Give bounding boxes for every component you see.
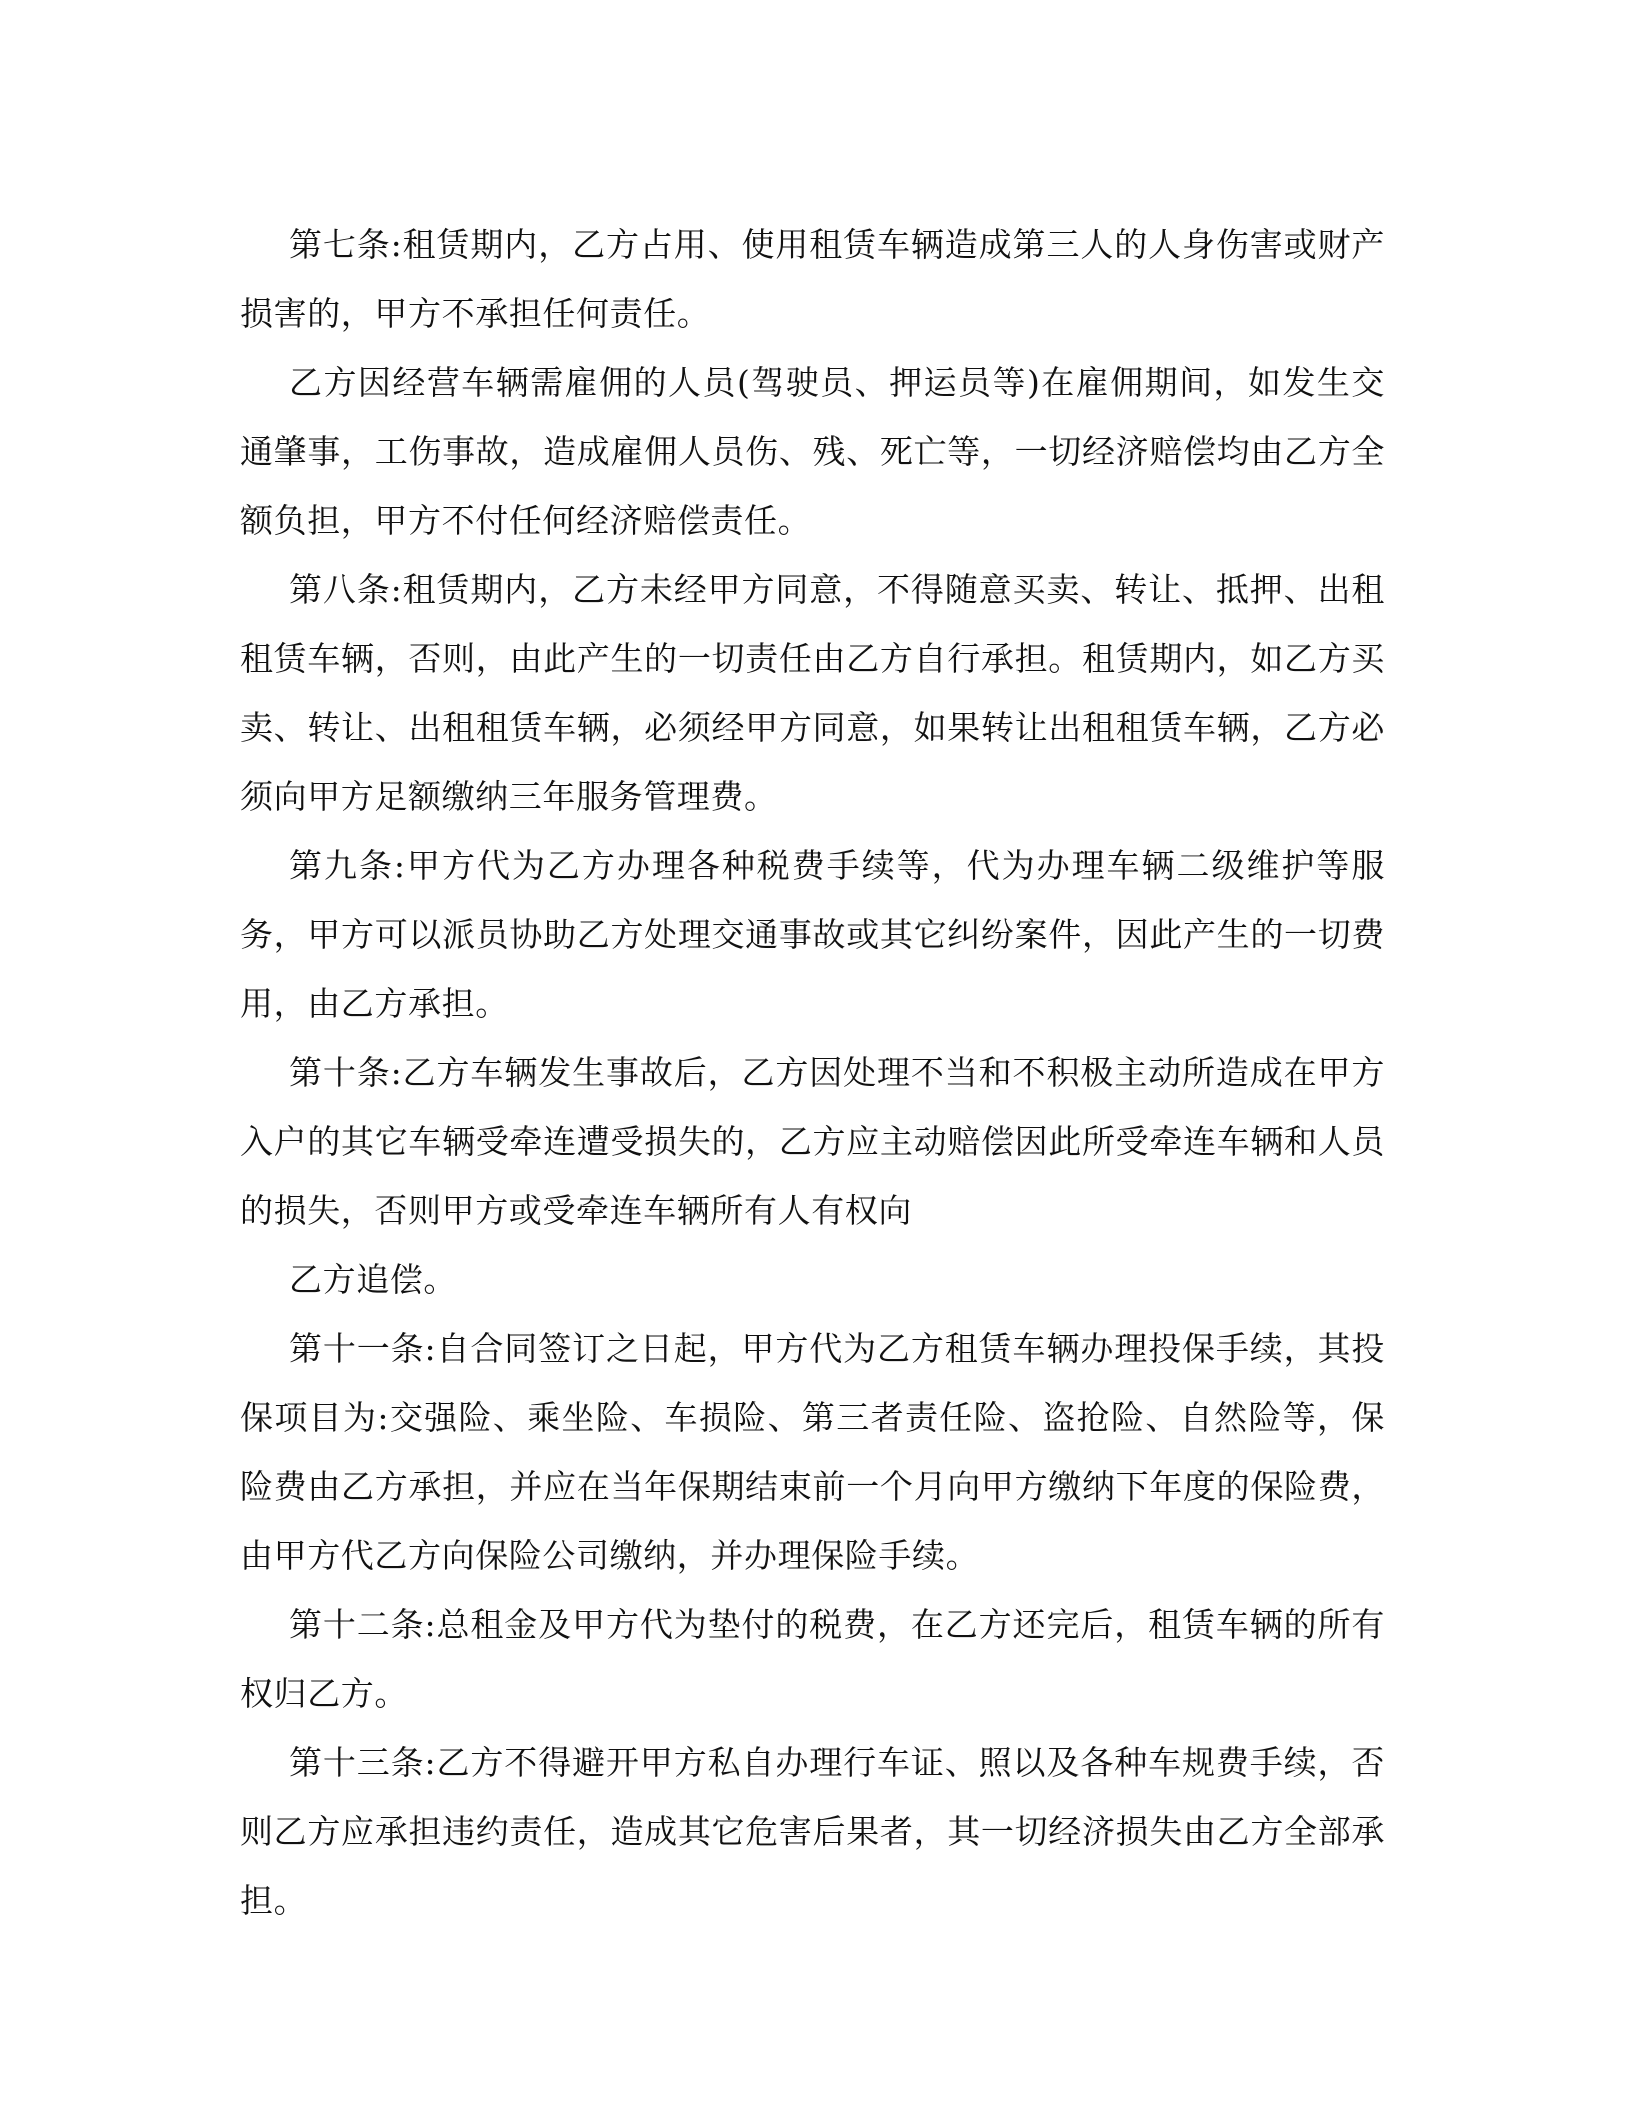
clause-7-continuation-paragraph: 乙方因经营车辆需雇佣的人员(驾驶员、押运员等)在雇佣期间，如发生交通肇事，工伤事故，造成雇佣人员伤、残、死亡等，一切经济赔偿均由乙方全额负担，甲方不付任何经济赔偿责任。 [240,363,1385,540]
clause-9-paragraph: 第九条:甲方代为乙方办理各种税费手续等，代为办理车辆二级维护等服务，甲方可以派员协助乙方处理交通事故或其它纠纷案件，因此产生的一切费用，由乙方承担。 [240,846,1385,1023]
clause-7-paragraph: 第七条:租赁期内，乙方占用、使用租赁车辆造成第三人的人身伤害或财产损害的，甲方不承担任何责任。 [240,225,1385,333]
clause-8-paragraph: 第八条:租赁期内，乙方未经甲方同意，不得随意买卖、转让、抵押、出租租赁车辆，否则，由此产生的一切责任由乙方自行承担。租赁期内，如乙方买卖、转让、出租租赁车辆，必须经甲方同意，如果转让出租租赁车辆，乙方必须向甲方足额缴纳三年服务管理费。 [240,570,1385,816]
clause-10-paragraph: 第十条:乙方车辆发生事故后，乙方因处理不当和不积极主动所造成在甲方入户的其它车辆受牵连遭受损失的，乙方应主动赔偿因此所受牵连车辆和人员的损失，否则甲方或受牵连车辆所有人有权向 [240,1053,1385,1230]
clause-10-continuation-paragraph: 乙方追偿。 [289,1260,457,1299]
document-body [240,210,1385,1935]
clause-11-paragraph: 第十一条:自合同签订之日起，甲方代为乙方租赁车辆办理投保手续，其投保项目为:交强险、乘坐险、车损险、第三者责任险、盗抢险、自然险等，保险费由乙方承担，并应在当年保期结束前一个月向甲方缴纳下年度的保险费，由甲方代乙方向保险公司缴纳，并办理保险手续。 [240,1329,1385,1575]
clause-12-paragraph: 第十二条:总租金及甲方代为垫付的税费，在乙方还完后，租赁车辆的所有权归乙方。 [240,1605,1385,1713]
clause-13-paragraph: 第十三条:乙方不得避开甲方私自办理行车证、照以及各种车规费手续，否则乙方应承担违约责任，造成其它危害后果者，其一切经济损失由乙方全部承担。 [240,1743,1385,1920]
